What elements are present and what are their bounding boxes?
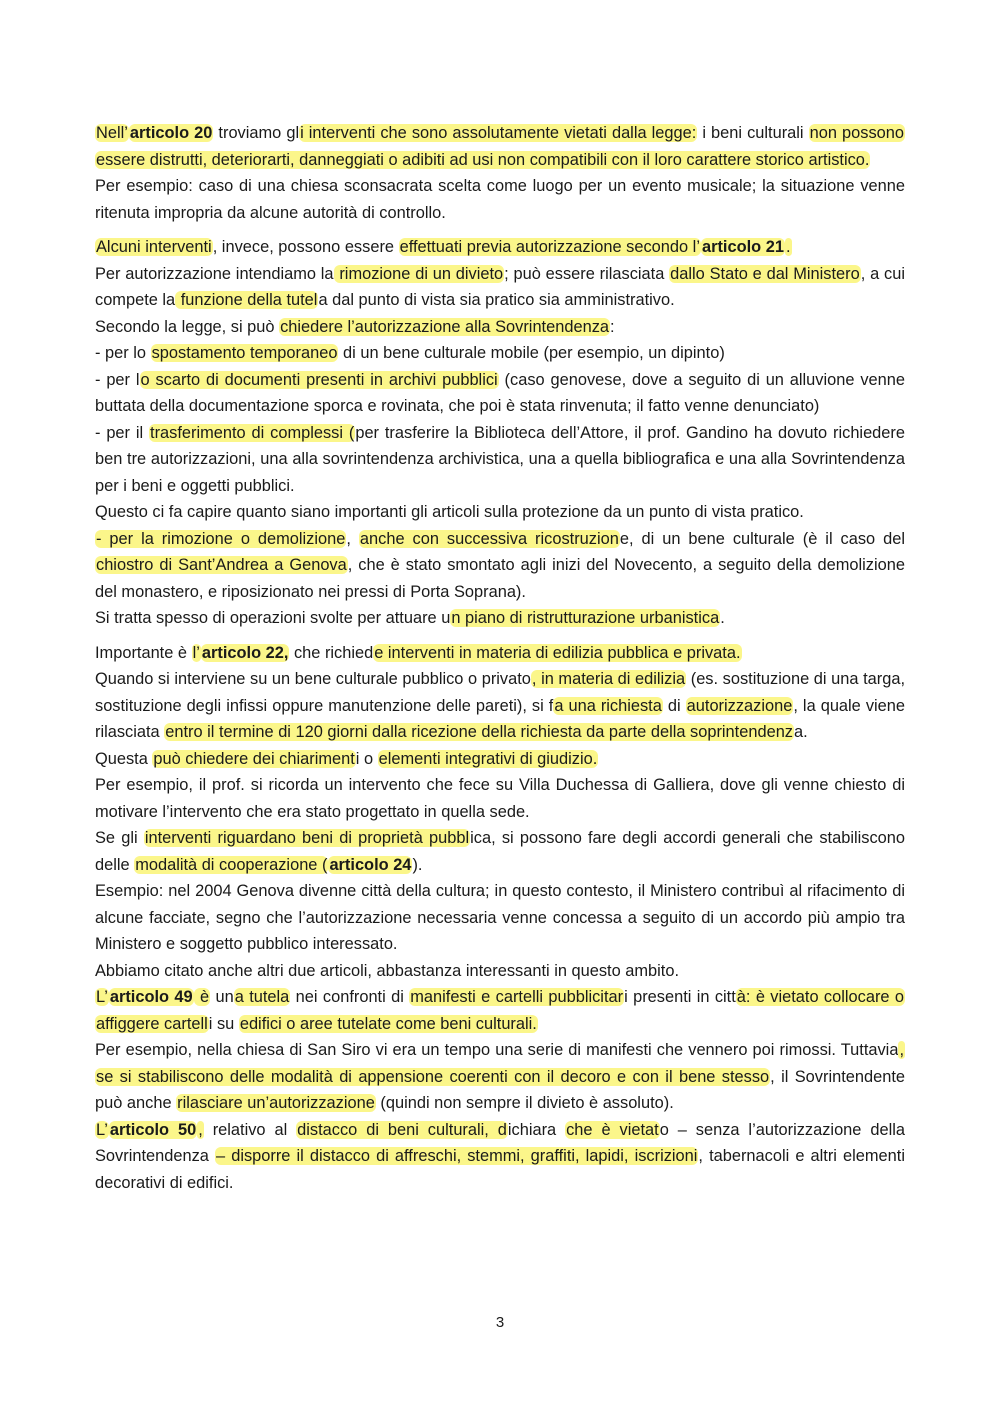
paragraph (95, 173, 905, 226)
text-run: Importante è (95, 643, 192, 662)
page-body-text (95, 120, 905, 1196)
paragraph (95, 120, 905, 173)
text-run: (es. sostituzione di una targa, sostituzione degli infissi oppure manutenzione delle pareti), si f (95, 670, 906, 715)
highlighted-text: può chiedere dei chiariment (153, 749, 355, 768)
page-number: 3 (495, 1314, 505, 1331)
text-run: (caso genovese, dove a seguito di un alluvione venne buttata della documentazione sporca e rovinata, che poi è stata rinvenuta; il fatto venne denunciato) (95, 370, 905, 415)
highlighted-text: è (194, 988, 210, 1006)
highlighted-text: rimozione di un divieto (334, 264, 504, 283)
paragraph (95, 1117, 905, 1197)
highlighted-text: o scarto di documenti presenti in archivi pubblici (140, 370, 498, 389)
highlighted-text (201, 644, 290, 662)
highlighted-text: non possono essere distrutti, deteriorarti, danneggiati o adibiti ad usi non compatibili con il loro carattere storico artistico. (96, 124, 904, 169)
text-run: Per autorizzazione intendiamo la (95, 264, 334, 283)
highlighted-text: a una richiesta (554, 696, 662, 715)
paragraph (95, 958, 905, 985)
paragraph (95, 878, 905, 958)
paragraph (95, 746, 905, 773)
highlighted-text: e interventi in materia di edilizia pubblica e privata. (374, 643, 741, 662)
highlighted-text: - per la rimozione o demolizione (96, 529, 346, 548)
text-run: , la quale viene rilasciata (95, 696, 906, 741)
highlighted-text: interventi riguardano beni di proprietà pubbl (144, 829, 470, 847)
text-run: Questo ci fa capire quanto siano importanti gli articoli sulla protezione da un punto di vista pratico. (95, 503, 804, 521)
paragraph (95, 984, 905, 1037)
text-run: i beni culturali (697, 124, 809, 142)
highlighted-text: L’ (96, 1120, 108, 1139)
text-run: , tabernacoli e altri elementi decorativi di edifici. (95, 1147, 905, 1192)
highlighted-text: n piano di ristrutturazione urbanistica (451, 609, 720, 627)
highlighted-text (109, 1121, 197, 1139)
highlighted-text: a tutela (234, 988, 290, 1006)
highlighted-text: à: è vietato collocare o affiggere cartell (96, 988, 904, 1033)
text-run: a dal punto di vista sia pratico sia amministrativo. (318, 291, 675, 309)
highlighted-text: . (785, 238, 791, 256)
text-run: Abbiamo citato anche altri due articoli, abbastanza interessanti in questo ambito. (95, 961, 680, 980)
text-run: o – senza l’autorizzazione della Sovrintendenza (95, 1120, 905, 1165)
text-run: ; può essere rilasciata (504, 264, 670, 283)
highlighted-text: , se si stabiliscono delle modalità di appensione coerenti con il decoro e con il bene stesso (96, 1041, 904, 1086)
text-run: ica, si possono fare degli accordi generali che stabiliscono delle (95, 829, 906, 874)
text-run: ). (412, 855, 423, 874)
text-run: i su (208, 1014, 239, 1033)
highlighted-text: , (198, 1120, 203, 1139)
highlighted-text: – disporre il distacco di affreschi, stemmi, graffiti, lapidi, iscrizioni (216, 1147, 698, 1165)
highlighted-text (129, 124, 213, 142)
paragraph (95, 367, 905, 420)
text-run: un (210, 988, 234, 1006)
text-run: e, di un bene culturale (è il caso del (619, 529, 906, 548)
highlighted-text: trasferimento di complessi ( (150, 423, 355, 442)
highlighted-text: autorizzazione (686, 696, 793, 715)
highlighted-text: , in materia di edilizia (531, 670, 686, 688)
highlighted-text: Alcuni interventi (96, 238, 212, 256)
highlighted-text: Nell’ (96, 124, 128, 142)
text-run: per trasferire la Biblioteca dell’Attore, il prof. Gandino ha dovuto richiedere ben tre autorizzazioni, una alla sovrintendenza archivistica, una a quella bibliografica e una alla Sovrintendenza per i beni e oggetti pubblici. (95, 423, 905, 495)
paragraph (95, 1037, 905, 1117)
highlighted-text: modalità di cooperazione ( (135, 855, 328, 874)
text-run: i o (355, 749, 378, 768)
highlighted-text: elementi integrativi di giudizio. (378, 749, 598, 768)
text-run: di (662, 696, 686, 715)
text-run: nei confronti di (290, 988, 410, 1006)
highlighted-text: anche con successiva ricostruzion (359, 529, 619, 548)
paragraph (95, 499, 905, 526)
highlighted-text: l’ (192, 643, 200, 662)
bold-article-reference: articolo 22, (201, 643, 289, 662)
highlighted-text: funzione della tutel (176, 291, 318, 309)
text-run: Si tratta spesso di operazioni svolte per attuare u (95, 609, 451, 627)
paragraph (95, 234, 905, 261)
text-run: troviamo gl (213, 124, 300, 142)
highlighted-text: chiedere l’autorizzazione alla Sovrintendenza (280, 317, 610, 336)
text-run: - per il (95, 423, 150, 442)
text-run: , il Sovrintendente può anche (95, 1067, 905, 1112)
text-run: , (346, 529, 359, 548)
bold-article-reference: articolo 24 (329, 855, 412, 874)
highlighted-text (328, 856, 412, 874)
paragraph (95, 605, 905, 632)
text-run: - per l (95, 370, 140, 389)
highlighted-text: distacco di beni culturali, d (297, 1120, 507, 1139)
highlighted-text: i interventi che sono assolutamente vietati dalla legge: (300, 124, 697, 142)
highlighted-text: effettuati previa autorizzazione secondo l’ (399, 238, 700, 256)
paragraph (95, 314, 905, 341)
paragraph (95, 261, 905, 314)
text-run: Per esempio, il prof. si ricorda un intervento che fece su Villa Duchessa di Galliera, dove gli venne chiesto di motivare l’intervento che era stato progettato in quella sede. (95, 776, 905, 821)
text-run: (quindi non sempre il divieto è assoluto). (375, 1094, 674, 1112)
paragraph (95, 340, 905, 367)
bold-article-reference: articolo 49 (109, 988, 193, 1006)
highlighted-text: entro il termine di 120 giorni dalla ricezione della richiesta da parte della soprintendenz (165, 723, 794, 741)
text-run: Esempio: nel 2004 Genova divenne città della cultura; in questo contesto, il Ministero contribuì al rifacimento di alcune facciate, segno che l’autorizzazione necessaria venne concessa a seguito di un accordo più ampio tra Ministero e soggetto pubblico interessato. (95, 882, 905, 953)
paragraph (95, 526, 905, 606)
text-run: Questa (95, 749, 153, 768)
highlighted-text: chiostro di Sant’Andrea a Genova (96, 556, 347, 574)
text-run: Per esempio: caso di una chiesa sconsacrata scelta come luogo per un evento musicale; la situazione venne ritenuta impropria da alcune autorità di controllo. (95, 177, 905, 222)
bold-article-reference: articolo 21 (701, 238, 784, 256)
text-run: a. (794, 723, 808, 741)
text-run: , che è stato smontato agli inizi del Novecento, a seguito della demolizione del monastero, e riposizionato nei pressi di Porta Soprana). (95, 556, 905, 601)
highlighted-text (109, 988, 194, 1006)
text-run: relativo al (203, 1120, 297, 1139)
text-run: , a cui compete la (95, 264, 905, 309)
text-run: - per lo (95, 344, 151, 362)
paragraph (95, 420, 905, 500)
paragraph (95, 825, 905, 878)
highlighted-text: dallo Stato e dal Ministero (670, 264, 860, 283)
text-run: . (720, 609, 725, 627)
text-run: , invece, possono essere (212, 238, 399, 256)
paragraph (95, 772, 905, 825)
text-run: di un bene culturale mobile (per esempio, un dipinto) (338, 344, 725, 362)
highlighted-text (701, 238, 785, 256)
paragraph (95, 666, 905, 746)
bold-article-reference: articolo 20 (129, 124, 213, 142)
highlighted-text: edifici o aree tutelate come beni culturali. (239, 1014, 537, 1033)
highlighted-text: manifesti e cartelli pubblicitar (410, 988, 624, 1006)
highlighted-text: L’ (96, 988, 108, 1006)
text-run: ichiara (507, 1120, 566, 1139)
text-run: i presenti in citt (624, 988, 736, 1006)
paragraph (95, 640, 905, 667)
bold-article-reference: articolo 50 (109, 1120, 197, 1139)
text-run: Se gli (95, 829, 144, 847)
text-run: Quando si interviene su un bene culturale pubblico o privato (95, 670, 531, 688)
text-run: che richied (289, 643, 374, 662)
highlighted-text: rilasciare un’autorizzazione (177, 1094, 375, 1112)
text-run: : (610, 317, 615, 336)
text-run: Secondo la legge, si può (95, 317, 280, 336)
text-run: Per esempio, nella chiesa di San Siro vi era un tempo una serie di manifesti che vennero poi rimossi. Tuttavia (95, 1041, 899, 1059)
highlighted-text: spostamento temporaneo (151, 344, 338, 362)
highlighted-text: che è vietat (566, 1120, 659, 1139)
